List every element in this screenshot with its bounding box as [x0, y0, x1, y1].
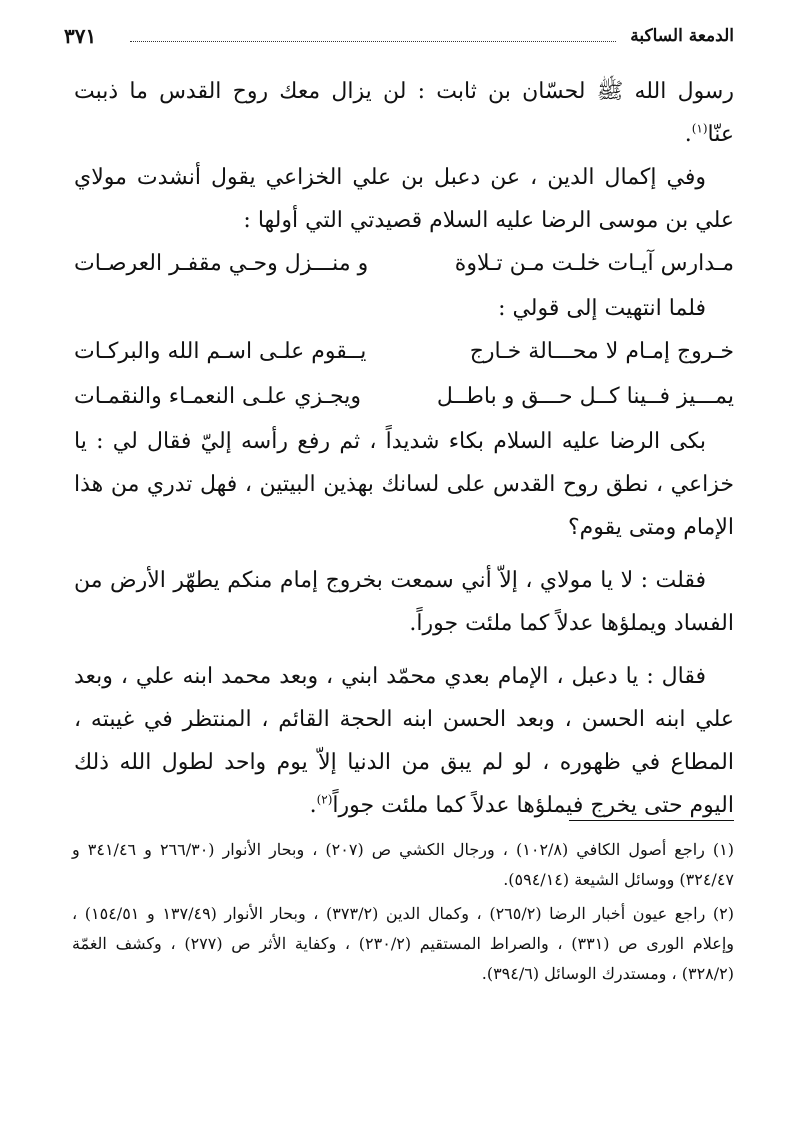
verse-3-first-hemistich: يمـــيز فــينا كــل حـــق و باطــل — [436, 384, 734, 409]
footnote-2: (٢) راجع عيون أخبار الرضا (٢٦٥/٢) ، وكمال الدين (٣٧٣/٢) ، وبحار الأنوار (١٣٧/٤٩ و ١٥٤/٥١) ، وإعلام الورى ص (٣٣١) ، والصراط المستقيم (٢٣٠/٢) ، وكفاية الأثر ص (٢٧٧) ، وكشف الغمّة (٣٢٨/٢) ، ومستدرك الوسائل (٣٩٤/٦). — [72, 904, 735, 983]
paragraph-1 — [74, 70, 734, 156]
paragraph-6-text: فقال : يا دعبل ، الإمام بعدي محمّد ابني ، وبعد محمد ابنه علي ، وبعد علي ابنه الحسن ، وبعد الحسن ابنه الحجة القائم ، المنتظر في غيبته ، المطاع في ظهوره ، لو لم يبق من الدنيا إلاّ يوم واحد لطول الله ذلك اليوم حتى يخرج فيملؤها عدلاً كما ملئت جوراً — [74, 664, 734, 818]
verse-3-second-hemistich: ويجـزي علـى النعمـاء والنقمـات — [74, 384, 361, 409]
footnotes — [72, 835, 734, 993]
paragraph-6-end: . — [309, 793, 317, 818]
paragraph-1-text: رسول الله ﷺ لحسّان بن ثابت : لن يزال معك روح القدس ما ذببت عنّا — [74, 79, 734, 147]
verse-1 — [74, 242, 734, 287]
verse-1-second-hemistich: و منـــزل وحـي مقفـر العرصـات — [74, 251, 369, 276]
paragraph-4: بكى الرضا عليه السلام بكاء شديداً ، ثم رفع رأسه إليّ فقال لي : يا خزاعي ، نطق روح القدس على لسانك بهذين البيتين ، فهل تدري من هذا الإمام ومتى يقوم؟ — [74, 429, 734, 540]
footnote-separator — [569, 820, 734, 821]
verse-2 — [74, 330, 734, 375]
footnote-1: (١) راجع أصول الكافي (١٠٢/٨) ، ورجال الكشي ص (٢٠٧) ، وبحار الأنوار (٢٦٦/٣٠ و ٣٤١/٤٦ و ٣٢٤/٤٧) ووسائل الشيعة (٥٩٤/١٤). — [72, 840, 735, 889]
paragraph-6 — [74, 655, 734, 827]
paragraph-1-end: . — [684, 122, 692, 147]
header-dotted-rule — [130, 41, 616, 42]
footnote-ref-2: (٢) — [316, 792, 333, 807]
verse-1-first-hemistich: مـدارس آيـات خلـت مـن تـلاوة — [454, 251, 734, 276]
footnote-ref-1: (١) — [691, 121, 708, 136]
running-header-title: الدمعة الساكبة — [630, 26, 734, 46]
main-text — [74, 70, 734, 827]
running-header — [64, 22, 734, 52]
verse-2-first-hemistich: خـروج إمـام لا محـــالة خـارج — [469, 339, 734, 364]
paragraph-3: فلما انتهيت إلى قولي : — [498, 296, 706, 321]
page-number: ٣٧١ — [64, 24, 97, 48]
verse-2-second-hemistich: يــقوم علـى اسـم الله والبركـات — [74, 339, 367, 364]
paragraph-2: وفي إكمال الدين ، عن دعبل بن علي الخزاعي يقول أنشدت مولاي علي بن موسى الرضا عليه السلام قصيدتي التي أولها : — [74, 165, 734, 233]
verse-3 — [74, 375, 734, 420]
paragraph-5: فقلت : لا يا مولاي ، إلاّ أني سمعت بخروج إمام منكم يطهّر الأرض من الفساد ويملؤها عدلاً كما ملئت جوراً. — [74, 568, 734, 636]
